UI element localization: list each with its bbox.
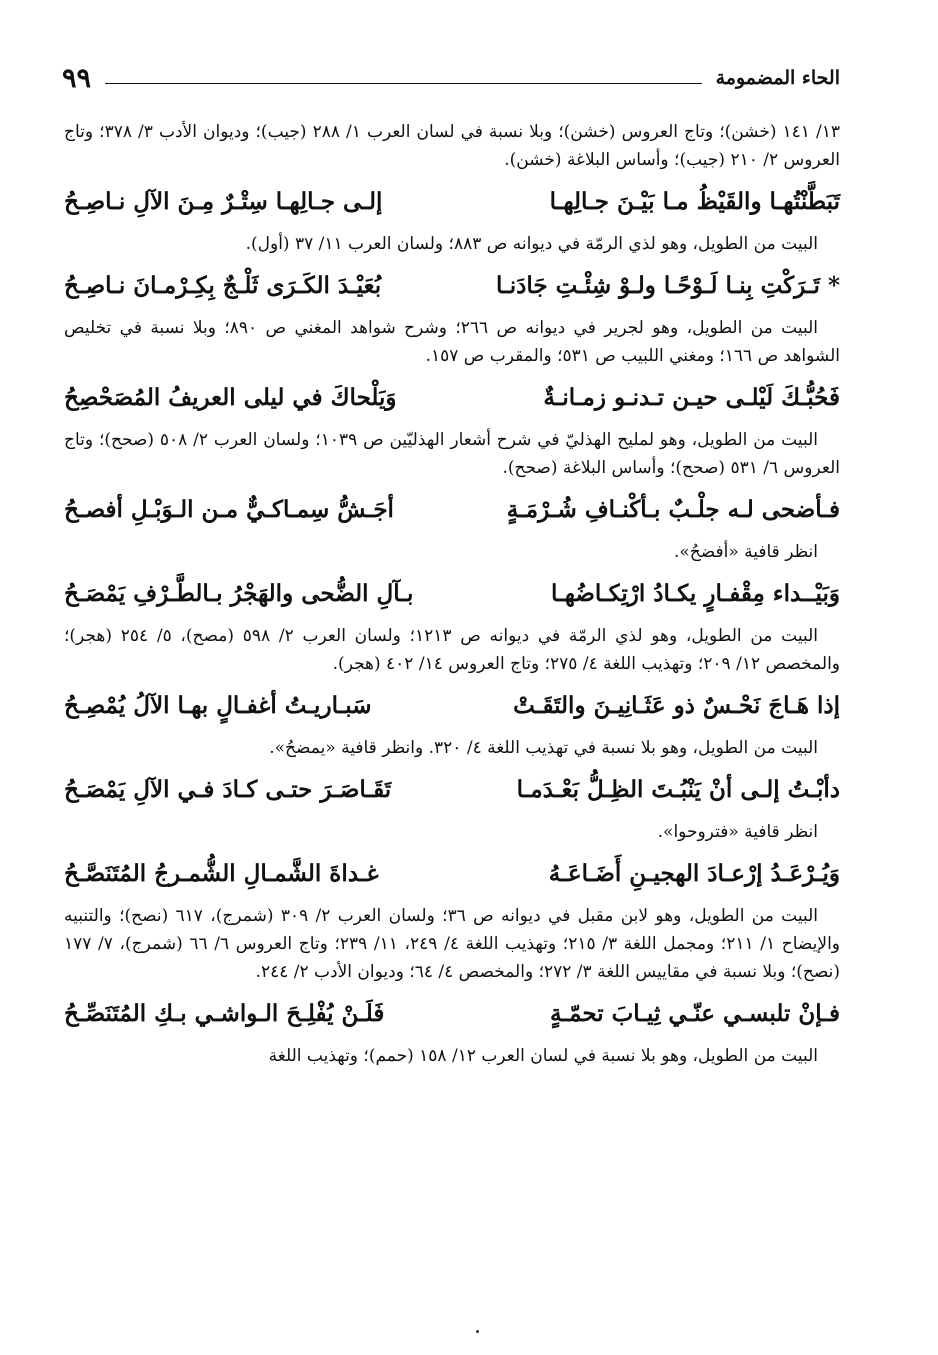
verse-line (64, 682, 840, 728)
citation-paragraph: البيت من الطويل، وهو لجرير في ديوانه ص ٢٦٦؛ وشرح شواهد المغني ص ٨٩٠؛ وبلا نسبة في تخليص الشواهد ص ١٦٦؛ ومغني اللبيب ص ٥٣١؛ والمقرب ص ١٥٧. (64, 318, 840, 366)
verse-first-hemistich: فَحُبُّـكَ لَيْلـى حيـن تـدنـو زمـانـةٌ (543, 383, 840, 411)
verse-line (64, 990, 840, 1036)
verse-line (64, 178, 840, 224)
cross-reference: انظر قافية «أفضحُ». (673, 542, 818, 562)
header-rule (105, 83, 702, 84)
verse-first-hemistich: * تَـرَكْتِ بِنـا لَـوْحًـا ولـوْ شِئْـتِ جَادَنـا (495, 271, 840, 299)
verse-second-hemistich: بـآلِ الضُّحى والهَجْرُ بـالطَّـرْفِ يَمْصَـحُ (64, 579, 414, 607)
verse-first-hemistich: تَبَطَّنْتُهـا والقَيْظُ مـا بَيْـنَ جـالِهـا (549, 187, 840, 215)
citation-paragraph: البيت من الطويل، وهو لذي الرمّة في ديوانه ص ٨٨٣؛ ولسان العرب ١١/ ٣٧ (أول). (245, 234, 818, 254)
section-title: الحاء المضمومة (715, 67, 840, 89)
citation-paragraph: البيت من الطويل، وهو بلا نسبة في تهذيب اللغة ٤/ ٣٢٠. وانظر قافية «يمضحُ». (269, 738, 818, 758)
verse-line (64, 850, 840, 896)
page-number: ٩٩ (62, 62, 92, 94)
citation-paragraph: البيت من الطويل، وهو لمليح الهذليّ في شرح أشعار الهذليّين ص ١٠٣٩؛ ولسان العرب ٢/ ٥٠٨ (صحح)؛ وتاج العروس ٦/ ٥٣١ (صحح)؛ وأساس البلاغة (صحح). (64, 430, 840, 478)
verse-second-hemistich: تَقَـاصَـرَ حتـى كـادَ فـي الآلِ يَمْصَـحُ (64, 775, 392, 803)
page-header (62, 58, 840, 98)
citation-paragraph: البيت من الطويل، وهو لذي الرمّة في ديوانه ص ١٢١٣؛ ولسان العرب ٢/ ٥٩٨ (مصح)، ٥/ ٢٥٤ (هجر)؛ والمخصص ١٢/ ٢٠٩؛ وتهذيب اللغة ٤/ ٢٧٥؛ وتاج العروس ١٤/ ٤٠٢ (هجر). (64, 626, 840, 674)
cross-reference: انظر قافية «فتروحوا». (657, 822, 818, 842)
verse-line (64, 766, 840, 812)
verse-second-hemistich: بُعَيْـدَ الكَـرَى ثَلْـجٌ بِكِـرْمـانَ نـاصِـحُ (64, 271, 382, 299)
verse-second-hemistich: فَلَـنْ يُفْلِـحَ الـواشـي بـكِ المُتَنَصِّـحُ (64, 999, 385, 1027)
print-speck (476, 1330, 479, 1333)
verse-line (64, 486, 840, 532)
verse-second-hemistich: إلـى جـالِهـا سِتْـرٌ مِـنَ الآلِ نـاصِـحُ (64, 187, 383, 215)
verse-first-hemistich: إذا هَـاجَ نَحْـسٌ ذو عَثَـانِيـنَ والتَقَـتْ (513, 691, 840, 719)
verse-line (64, 262, 840, 308)
citation-paragraph: البيت من الطويل، وهو لابن مقبل في ديوانه ص ٣٦؛ ولسان العرب ٢/ ٣٠٩ (شمرج)، ٦١٧ (نصح)؛ والتنبيه والإيضاح ١/ ٢١١؛ ومجمل اللغة ٣/ ٢١٥؛ وتهذيب اللغة ٤/ ٢٤٩، ١١/ ٢٣٩؛ وتاج العروس ٦/ ٦٦ (شمرج)، ٧/ ١٧٧ (نصح)؛ وبلا نسبة في مقاييس اللغة ٣/ ٢٧٢؛ والمخصص ٤/ ٦٤؛ وديوان الأدب ٢/ ٢٤٤. (64, 906, 841, 982)
verse-first-hemistich: فـأضحى لـه جلْـبٌ بـأكْنـافِ شُـرْمَـةٍ (506, 495, 840, 523)
citation-paragraph: ١٣/ ١٤١ (خشن)؛ وتاج العروس (خشن)؛ وبلا نسبة في لسان العرب ١/ ٢٨٨ (جيب)؛ وديوان الأدب ٣/ ٣٧٨؛ وتاج العروس ٢/ ٢١٠ (جيب)؛ وأساس البلاغة (خشن). (64, 122, 840, 170)
verse-first-hemistich: وَيُـرْعَـدُ إرْعـادَ الهجيـنِ أَضَـاعَـهُ (548, 859, 840, 887)
page-body (64, 118, 840, 1070)
verse-second-hemistich: أجَـشُّ سِمـاكـيٌّ مـن الـوَبْـلِ أفصـحُ (64, 495, 394, 523)
verse-second-hemistich: وَيَلْحاكَ في ليلى العريفُ المُصَحْصِحُ (64, 383, 397, 411)
verse-line (64, 570, 840, 616)
verse-first-hemistich: وَبَيْــداء مِقْفـارٍ يكـادُ ارْتِكـاضُهـا (551, 579, 840, 607)
verse-line (64, 374, 840, 420)
verse-first-hemistich: دأبْـتُ إلـى أنْ يَنْبُـتَ الظِـلُّ بَعْـدَمـا (516, 775, 840, 803)
verse-first-hemistich: فـإنْ تلبسـي عنّـي ثِيـابَ تحمّـةٍ (550, 999, 840, 1027)
verse-second-hemistich: سَبـاريـتُ أغفـالٍ بهـا الآلُ يُمْصِـحُ (64, 691, 372, 719)
citation-paragraph: البيت من الطويل، وهو بلا نسبة في لسان العرب ١٢/ ١٥٨ (حمم)؛ وتهذيب اللغة (268, 1046, 818, 1066)
verse-second-hemistich: غـداةَ الشَّمـالِ الشُّمـرجُ المُتَنَصَّـحُ (64, 859, 379, 887)
